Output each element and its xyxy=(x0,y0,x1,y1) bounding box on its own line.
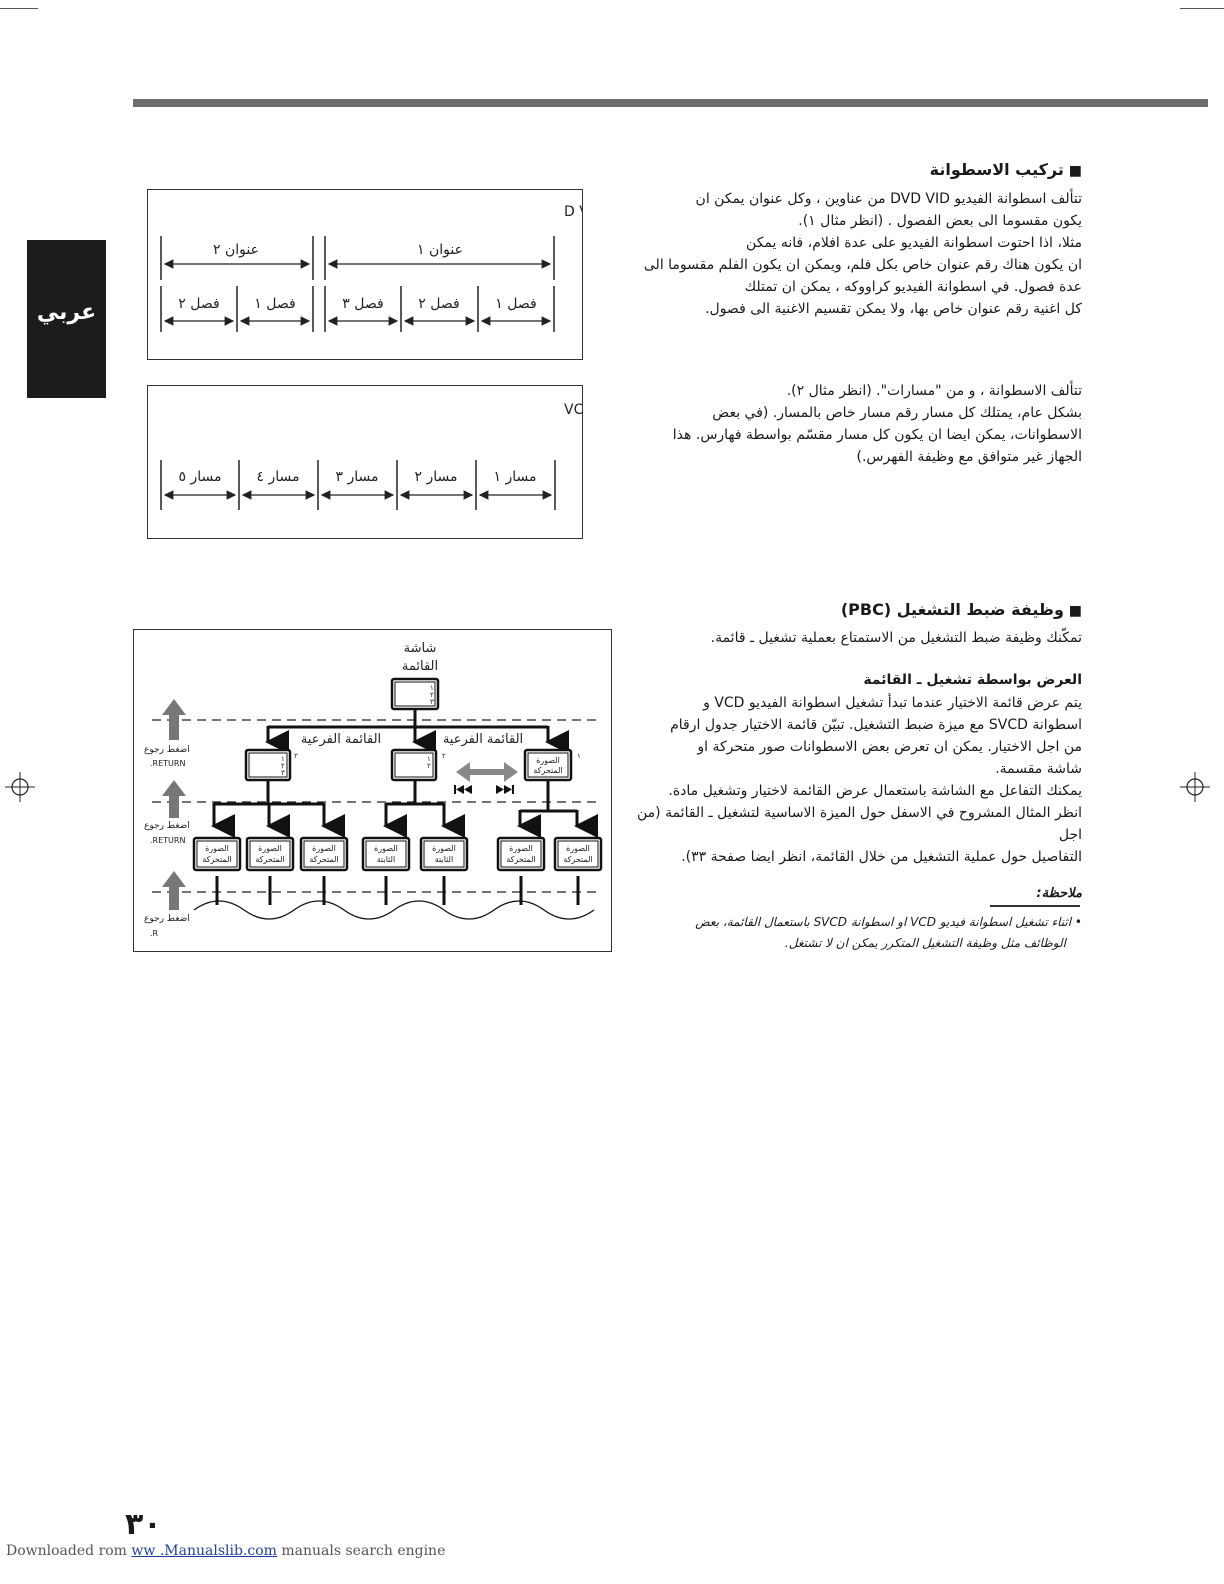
skip-forward-icon xyxy=(496,785,514,794)
text-line: اسطوانة SVCD مع ميزة ضبط التشغيل. تبيّن قائمة الاختيار جدول ارقام xyxy=(670,717,1082,733)
language-side-tab xyxy=(27,240,106,398)
text-line: يتم عرض قائمة الاختيار عندما تبدأ تشغيل اسطوانة الفيديو VCD و xyxy=(703,695,1082,711)
text-line: التفاصيل حول عملية التشغيل من خلال القائمة، انظر ايضا صفحة ٣٣). xyxy=(681,849,1082,865)
moving-picture-tv xyxy=(194,838,240,870)
svg-text:المتحركة: المتحركة xyxy=(255,855,285,864)
svg-text:الصورة: الصورة xyxy=(312,844,336,853)
registration-mark-icon xyxy=(5,772,35,802)
text-line: تمكّنك وظيفة ضبط التشغيل من الاستمتاع بعملية تشغيل ـ قائمة. xyxy=(710,630,1082,646)
sub-menu-label: القائمة الفرعية xyxy=(442,732,524,747)
chapter-label: فصل ١ xyxy=(495,296,537,312)
text-line: تتألف الاسطوانة ، و من "مسارات". (انظر مثال ٢). xyxy=(786,383,1082,399)
header-rule xyxy=(133,99,1208,107)
svg-text:المتحركة: المتحركة xyxy=(202,855,232,864)
menu-digit: ٢ xyxy=(430,691,434,699)
pbc-intro xyxy=(610,627,1082,649)
menu-digit: ٢ xyxy=(281,762,285,770)
download-footer xyxy=(6,1543,445,1559)
menu-digit: ٣ xyxy=(430,698,434,706)
section-pbc-heading: ■ وظيفة ضبط التشغيل (PBC) xyxy=(840,600,1082,619)
moving-picture-tv xyxy=(555,838,601,870)
double-arrow-icon xyxy=(456,762,518,782)
menu-digit: ١ xyxy=(281,755,285,763)
track-label: مسار ٥ xyxy=(178,469,222,485)
note-title: ملاحظة: xyxy=(1036,886,1082,901)
svg-text:المتحركة: المتحركة xyxy=(563,855,593,864)
text-line: بشكل عام، يمتلك كل مسار رقم مسار خاص بالمسار. (في بعض xyxy=(712,405,1082,421)
footer-suffix: manuals search engine xyxy=(276,1543,446,1559)
example-2-svg xyxy=(148,386,582,538)
chapter-label: فصل ٢ xyxy=(178,296,220,312)
text-line: ان يكون هناك رقم عنوان خاص بكل فلم، ويمكن ان يكون الفلم مقسوما الى xyxy=(643,257,1082,273)
text-line: يمكنك التفاعل مع الشاشة باستعمال عرض القائمة لاختيار وتشغيل مادة. xyxy=(668,783,1082,799)
chapter-label: فصل ٢ xyxy=(418,296,460,312)
crop-mark xyxy=(0,8,38,9)
title-1-label: عنوان ١ xyxy=(417,242,463,258)
chapter-label: فصل ٣ xyxy=(342,296,384,312)
footer-prefix: Downloaded rom xyxy=(6,1543,132,1559)
page-number: ٣٠ xyxy=(125,1507,162,1542)
registration-mark-icon xyxy=(1180,772,1210,802)
moving-picture-tv xyxy=(498,838,544,870)
svg-text:الصورة: الصورة xyxy=(374,844,398,853)
moving-picture-tv xyxy=(525,750,571,780)
track-label: مسار ٣ xyxy=(335,469,379,485)
press-return-label: اضغط رجوع xyxy=(144,914,190,924)
still-picture-tv xyxy=(363,838,409,870)
structure-paragraph-1 xyxy=(610,188,1082,320)
menu-screen-label: شاشة xyxy=(403,641,437,656)
track-label: مسار ١ xyxy=(493,469,537,485)
menu-digit: ١ xyxy=(577,752,581,760)
moving-picture-tv xyxy=(301,838,347,870)
section-structure-heading: ■ تركيب الاسطوانة xyxy=(929,160,1082,179)
text-line: كل اغنية رقم عنوان خاص بها، ولا يمكن تقسيم الاغنية الى فصول. xyxy=(705,301,1082,317)
wavy-cut-line xyxy=(194,901,594,919)
menu-screen-label: القائمة xyxy=(401,659,439,674)
section-bullet-icon: ■ xyxy=(1063,163,1082,179)
return-arrow-icon xyxy=(162,871,186,910)
example-2-diagram xyxy=(147,385,583,539)
text-line: الاسطوانات، يمكن ايضا ان يكون كل مسار مقسّم بواسطة فهارس. هذا xyxy=(672,427,1082,443)
track-label: مسار ٤ xyxy=(256,469,300,485)
side-tab-label: عربي xyxy=(36,300,97,325)
text-line: الجهاز غير متوافق مع وظيفة الفهرس.) xyxy=(856,449,1082,465)
title-2-label: عنوان ٢ xyxy=(213,242,259,258)
note-line: الوظائف مثل وظيفة التشغيل المتكرر يمكن ان لا تشتغل. xyxy=(784,936,1066,950)
sub-menu-label: القائمة الفرعية xyxy=(300,732,382,747)
svg-text:الثابتة: الثابتة xyxy=(434,855,454,864)
section-bullet-icon: ■ xyxy=(1063,603,1082,619)
text-line: تتألف اسطوانة الفيديو DVD VID من عناوين ، وكل عنوان يمكن ان xyxy=(695,191,1082,207)
chapter-label: فصل ١ xyxy=(254,296,296,312)
menu-digit: ٣ xyxy=(281,769,285,777)
svg-text:الصورة: الصورة xyxy=(205,844,229,853)
svg-text:الصورة: الصورة xyxy=(566,844,590,853)
text-line: من اجل الاختيار. يمكن ان تعرض بعض الاسطوانات صور متحركة او xyxy=(697,739,1082,755)
structure-paragraph-2 xyxy=(610,380,1082,468)
press-return-label: اضغط رجوع xyxy=(144,821,190,831)
svg-text:المتحركة: المتحركة xyxy=(506,855,536,864)
example-1-svg xyxy=(148,190,582,359)
moving-picture-label: المتحركة xyxy=(533,766,563,775)
pbc-svg xyxy=(134,630,611,951)
pbc-menu-diagram xyxy=(133,629,612,952)
moving-picture-tv xyxy=(247,838,293,870)
press-return-label: .RETURN xyxy=(150,836,186,845)
svg-text:المتحركة: المتحركة xyxy=(309,855,339,864)
moving-picture-label: الصورة xyxy=(536,756,560,765)
return-arrow-icon xyxy=(162,780,186,818)
crop-mark xyxy=(1180,8,1224,9)
example-1-diagram xyxy=(147,189,583,360)
svg-text:الثابتة: الثابتة xyxy=(376,855,396,864)
press-return-label: .R xyxy=(150,929,159,938)
svg-text:الصورة: الصورة xyxy=(509,844,533,853)
svg-text:الصورة: الصورة xyxy=(258,844,282,853)
skip-back-icon xyxy=(454,785,472,794)
menu-digit: ٢ xyxy=(442,752,446,760)
manualslib-link[interactable]: ww .Manualslib.com xyxy=(131,1543,277,1559)
note-underline xyxy=(990,905,1080,907)
pbc-body xyxy=(610,692,1082,868)
press-return-label: اضغط رجوع xyxy=(144,745,190,755)
menu-playback-subheading: العرض بواسطة تشغيل ـ القائمة xyxy=(863,672,1082,688)
svg-text:الصورة: الصورة xyxy=(432,844,456,853)
menu-digit: ١ xyxy=(430,684,434,692)
example-1-title: D xyxy=(564,204,575,220)
example-2-title: VC xyxy=(564,402,582,418)
text-line: عدة فصول. في اسطوانة الفيديو كراووكه ، يمكن ان تمتلك xyxy=(744,279,1082,295)
menu-digit: ١ xyxy=(427,755,431,763)
text-line: شاشة مقسمة. xyxy=(995,761,1082,777)
text-line: يكون مقسوما الى بعض الفصول . (انظر مثال ١). xyxy=(798,213,1082,229)
menu-digit: ٢ xyxy=(427,762,431,770)
menu-digit: ٢ xyxy=(294,752,298,760)
text-line: انظر المثال المشروح في الاسفل حول الميزة الاساسية لتشغيل ـ القائمة (من اجل xyxy=(637,805,1082,843)
note-body xyxy=(610,912,1082,954)
still-picture-tv xyxy=(421,838,467,870)
note-line: • اثناء تشغيل اسطوانة فيديو VCD او اسطوانة SVCD باستعمال القائمة، بعض xyxy=(695,915,1082,929)
press-return-label: .RETURN xyxy=(150,759,186,768)
track-label: مسار ٢ xyxy=(414,469,458,485)
text-line: مثلا، اذا احتوت اسطوانة الفيديو على عدة افلام، فانه يمكن xyxy=(746,235,1082,251)
